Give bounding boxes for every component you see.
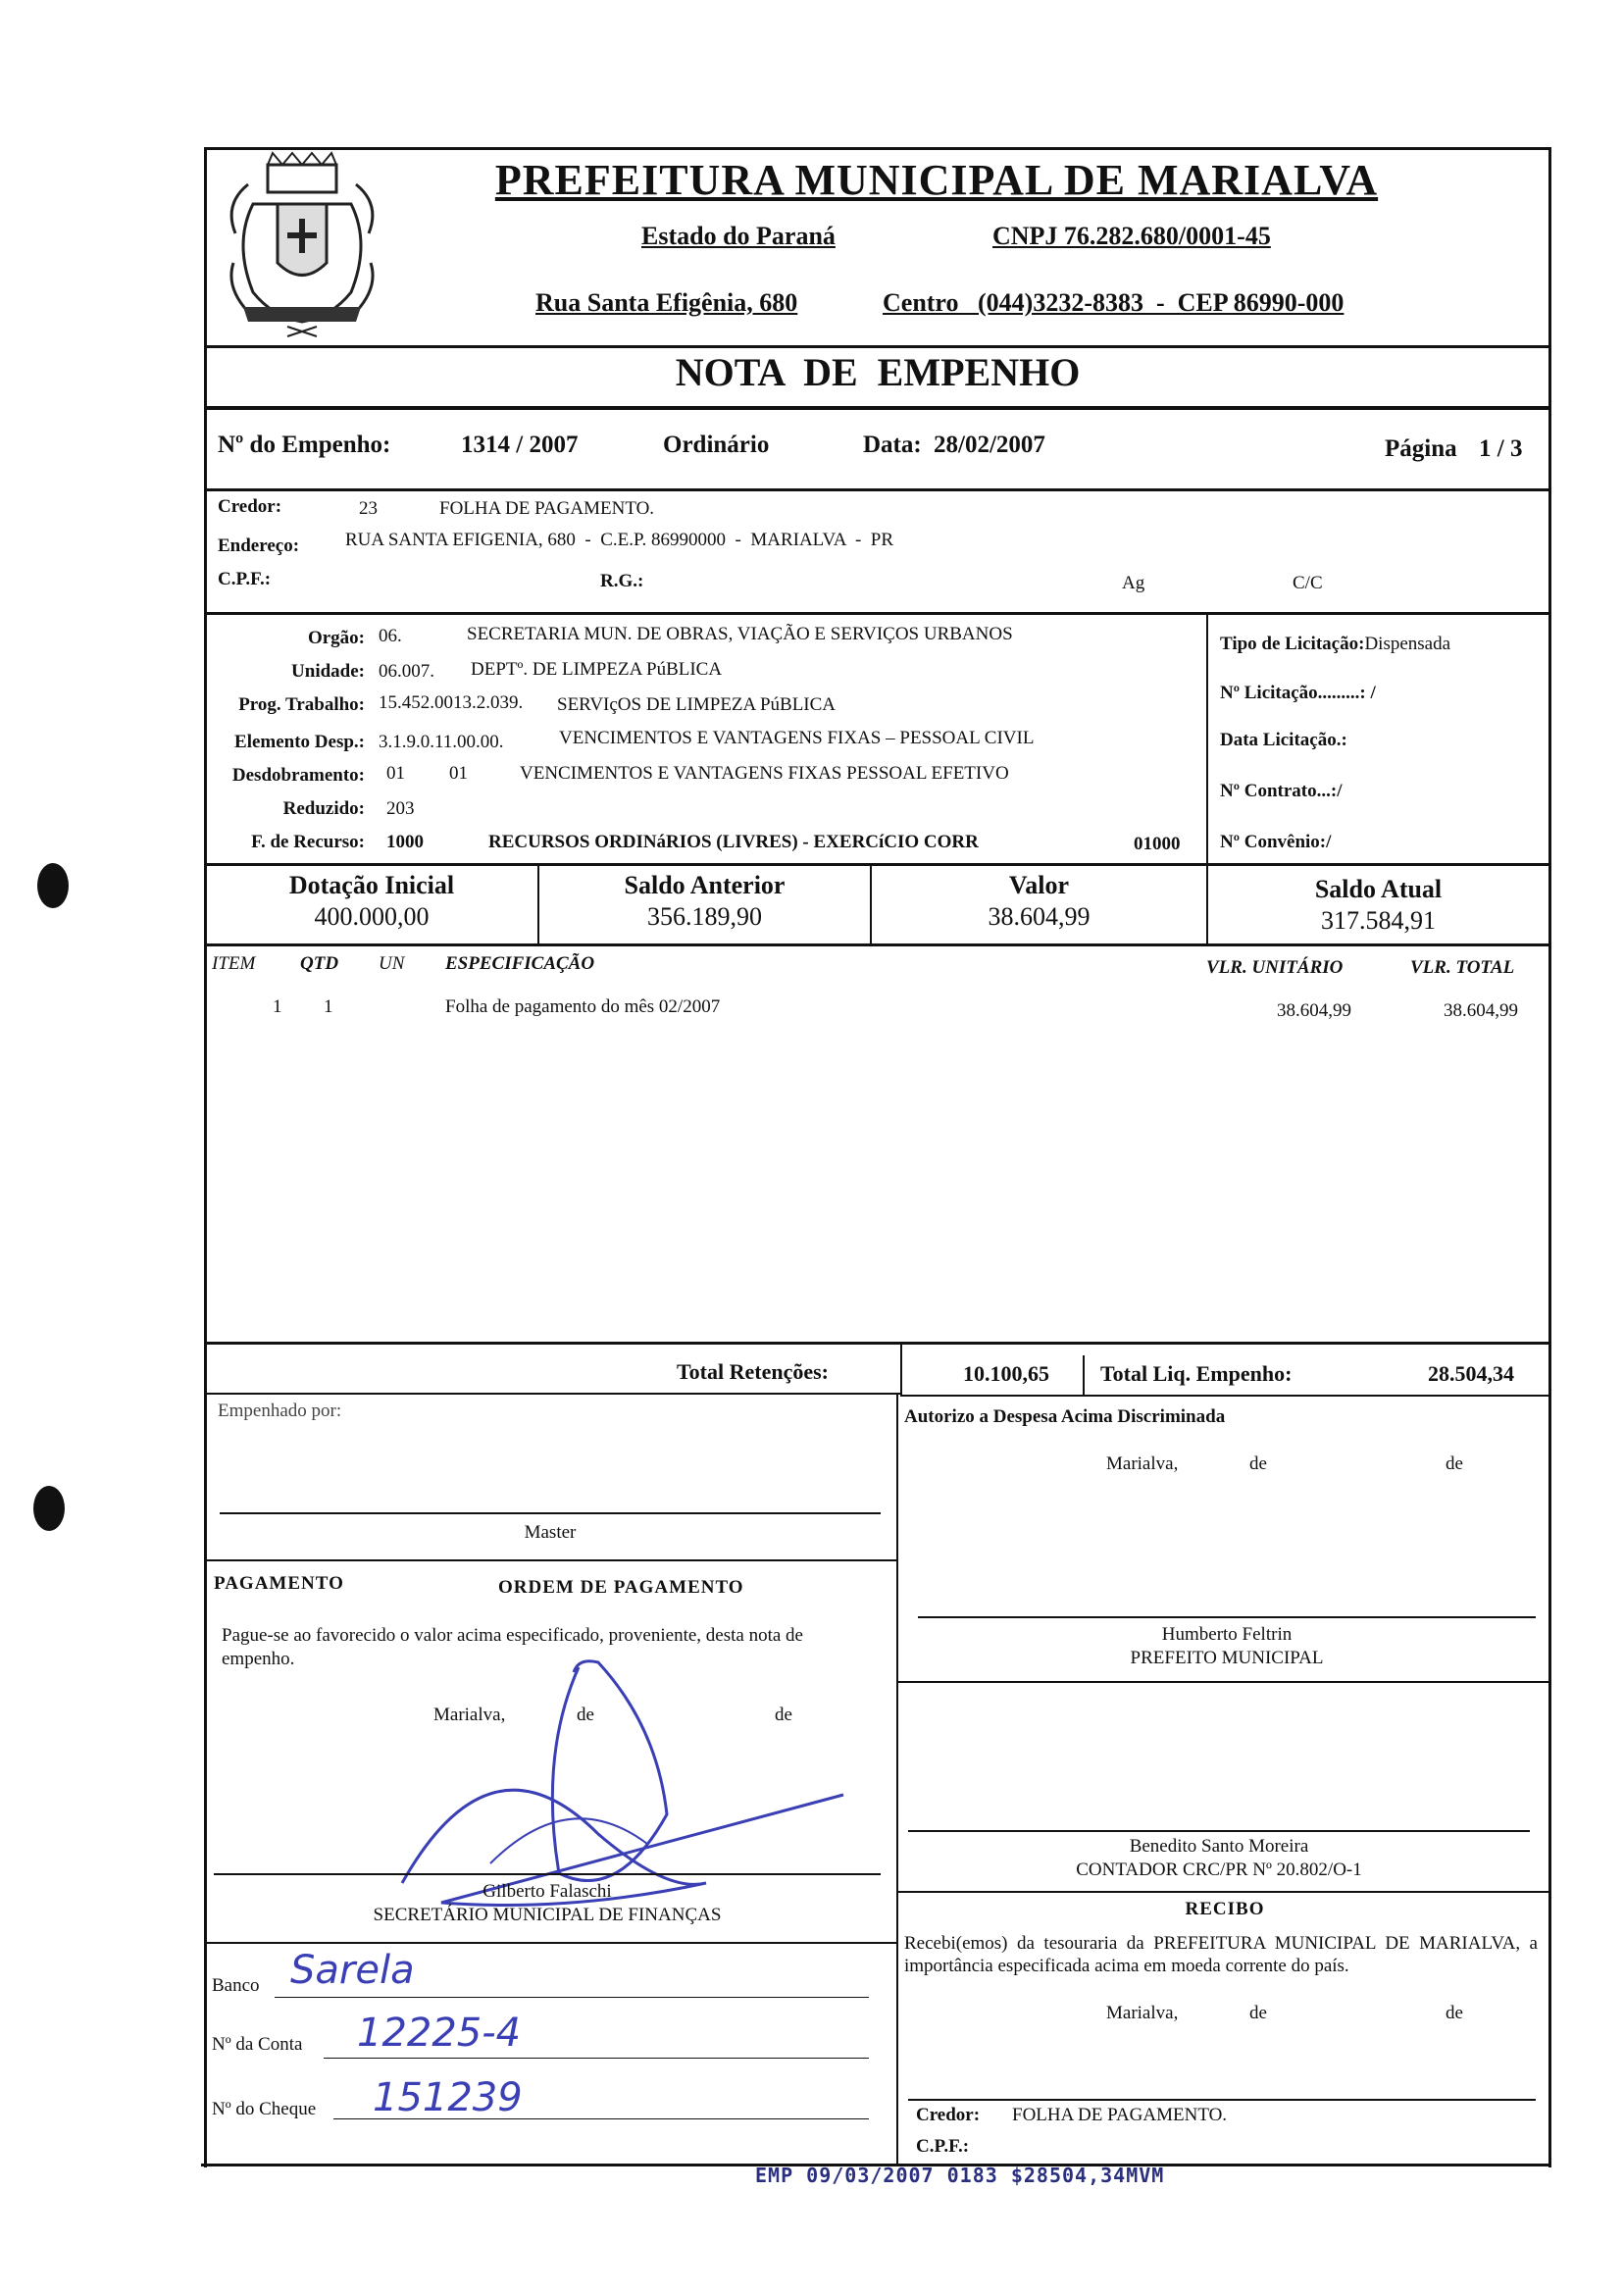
contador-cargo: CONTADOR CRC/PR Nº 20.802/O-1 <box>1076 1860 1362 1880</box>
divider <box>204 943 1551 946</box>
divider <box>204 406 1551 410</box>
divider <box>204 488 1551 491</box>
signature-line <box>214 1873 881 1875</box>
doc-title: NOTA DE EMPENHO <box>675 350 1081 394</box>
prefeito-cargo: PREFEITO MUNICIPAL <box>1130 1648 1324 1668</box>
banco-valor: Sarela <box>290 1948 415 1993</box>
frame-top <box>204 147 1551 150</box>
pagamento-label: PAGAMENTO <box>214 1573 344 1594</box>
dotacao-inicial-valor: 400.000,00 <box>314 902 430 931</box>
frame-left <box>204 147 207 2167</box>
empenho-tipo: Ordinário <box>663 432 770 458</box>
divider <box>204 1393 900 1395</box>
total-retencoes-label: Total Retenções: <box>677 1359 829 1384</box>
reduz-cod: 203 <box>386 798 415 819</box>
punch-hole-bottom <box>33 1486 65 1531</box>
valor-valor: 38.604,99 <box>988 902 1091 931</box>
recibo-de2: de <box>1446 2003 1463 2023</box>
divider-vertical <box>896 1393 898 2166</box>
elem-desc: VENCIMENTOS E VANTAGENS FIXAS – PESSOAL CIVIL <box>559 728 1035 748</box>
saldo-anterior-valor: 356.189,90 <box>647 902 762 931</box>
col-vlr-total: VLR. TOTAL <box>1410 957 1515 978</box>
row-vlr-total: 38.604,99 <box>1444 1000 1518 1021</box>
total-retencoes-valor: 10.100,65 <box>963 1361 1049 1386</box>
row-vlr-unitario: 38.604,99 <box>1277 1000 1351 1021</box>
recibo-de1: de <box>1249 2003 1267 2023</box>
licitacao-contrato: Nº Contrato...:/ <box>1220 781 1343 801</box>
fonte-label: F. de Recurso: <box>251 832 365 852</box>
desd-cod1: 01 <box>386 763 405 784</box>
licitacao-tipo <box>1220 634 1450 655</box>
col-vlr-unitario: VLR. UNITÁRIO <box>1206 957 1344 978</box>
empenhado-label: Empenhado por: <box>218 1401 342 1421</box>
secretario-cargo: SECRETÁRIO MUNICIPAL DE FINANÇAS <box>373 1905 722 1925</box>
ag-label: Ag <box>1122 573 1145 593</box>
col-qtd: QTD <box>300 953 339 974</box>
unidade-desc: DEPTº. DE LIMPEZA PúBLICA <box>471 659 723 680</box>
prefeito-nome: Humberto Feltrin <box>1161 1624 1293 1645</box>
licitacao-numero: Nº Licitação.........: / <box>1220 683 1376 703</box>
recibo-credor-valor: FOLHA DE PAGAMENTO. <box>1012 2105 1228 2125</box>
conta-valor: 12225-4 <box>357 2011 522 2056</box>
banco-label: Banco <box>212 1975 260 1996</box>
credor-codigo: 23 <box>359 498 378 519</box>
banco-line <box>275 1997 869 1998</box>
empenho-data-label: Data: <box>863 432 922 458</box>
header-estado: Estado do Paraná <box>641 222 836 250</box>
fonte-cod2: 01000 <box>1134 834 1181 854</box>
autorizo-cidade: Marialva, <box>1106 1453 1179 1474</box>
credor-nome: FOLHA DE PAGAMENTO. <box>439 498 655 519</box>
endereco-valor: RUA SANTA EFIGENIA, 680 - C.E.P. 86990000 - MARIALVA - PR <box>345 530 894 550</box>
recibo-cpf-label: C.P.F.: <box>916 2136 970 2157</box>
licitacao-data: Data Licitação.: <box>1220 730 1347 750</box>
row-especificacao: Folha de pagamento do mês 02/2007 <box>445 996 721 1017</box>
divider <box>204 1559 896 1561</box>
header-title: PREFEITURA MUNICIPAL DE MARIALVA <box>494 156 1379 204</box>
dotacao-inicial-label: Dotação Inicial <box>288 871 455 899</box>
total-liq-label: Total Liq. Empenho: <box>1100 1361 1293 1386</box>
desd-desc: VENCIMENTOS E VANTAGENS FIXAS PESSOAL EFETIVO <box>520 763 1009 784</box>
empenho-label: Nº do Empenho: <box>218 432 391 458</box>
empenho-numero: 1314 / 2007 <box>461 432 579 458</box>
orgao-label: Orgão: <box>307 628 365 648</box>
prog-cod: 15.452.0013.2.039. <box>379 692 524 713</box>
header-contato: Centro (044)3232-8383 - CEP 86990-000 <box>883 288 1345 317</box>
table-row <box>206 996 1548 1026</box>
pagamento-de2: de <box>775 1705 792 1725</box>
conta-line <box>324 2058 869 2059</box>
orgao-desc: SECRETARIA MUN. DE OBRAS, VIAÇÃO E SERVIÇOS URBANOS <box>467 624 1013 644</box>
signature-line <box>918 1616 1536 1618</box>
signature-line <box>908 1830 1530 1832</box>
signature-line <box>908 2099 1536 2101</box>
divider <box>204 863 1551 866</box>
divider-vertical <box>1083 1355 1085 1395</box>
empenhado-nome: Master <box>524 1522 577 1543</box>
prog-label: Prog. Trabalho: <box>238 694 365 715</box>
col-item: ITEM <box>212 953 256 974</box>
saldo-atual-label: Saldo Atual <box>1314 875 1443 903</box>
orgao-cod: 06. <box>379 626 402 646</box>
divider <box>900 1395 1551 1397</box>
divider-vertical <box>1206 612 1208 863</box>
recibo-texto: Recebi(emos) da tesouraria da PREFEITURA MUNICIPAL DE MARIALVA, a importância especificada acima em moeda corrente do país. <box>904 1933 1538 1976</box>
rg-label: R.G.: <box>600 571 644 591</box>
col-un: UN <box>379 953 405 974</box>
autorizo-label: Autorizo a Despesa Acima Discriminada <box>904 1406 1226 1427</box>
cc-label: C/C <box>1293 573 1323 593</box>
machine-stamp: EMP 09/03/2007 0183 $28504,34MVM <box>755 2164 1165 2187</box>
pagina-label: Página <box>1385 435 1457 462</box>
desd-cod2: 01 <box>449 763 468 784</box>
fonte-desc: RECURSOS ORDINáRIOS (LIVRES) - EXERCíCIO CORR <box>488 832 979 852</box>
empenho-data: 28/02/2007 <box>934 432 1045 458</box>
divider <box>204 345 1551 348</box>
elem-cod: 3.1.9.0.11.00.00. <box>379 732 504 752</box>
desd-label: Desdobramento: <box>231 765 365 786</box>
divider <box>898 1681 1551 1683</box>
frame-right <box>1548 147 1551 2167</box>
elem-label: Elemento Desp.: <box>234 732 365 752</box>
divider <box>204 1942 896 1944</box>
credor-label: Credor: <box>218 496 282 517</box>
header-cnpj: CNPJ 76.282.680/0001-45 <box>992 222 1271 250</box>
valor-label: Valor <box>1008 871 1070 899</box>
signature-line <box>220 1512 881 1514</box>
divider-vertical <box>900 1344 902 1395</box>
recibo-label: RECIBO <box>1185 1899 1265 1919</box>
reduz-label: Reduzido: <box>282 798 365 819</box>
endereco-label: Endereço: <box>218 535 300 556</box>
ordem-pagamento-label: ORDEM DE PAGAMENTO <box>498 1577 744 1598</box>
pagamento-texto: Pague-se ao favorecido o valor acima especificado, proveniente, desta nota de empenho. <box>222 1625 803 1669</box>
col-especificacao: ESPECIFICAÇÃO <box>445 953 595 974</box>
cheque-valor: 151239 <box>373 2075 523 2120</box>
recibo-credor-label: Credor: <box>916 2105 981 2125</box>
licitacao-tipo-label: Tipo de Licitação: <box>1220 634 1365 654</box>
header-endereco: Rua Santa Efigênia, 680 <box>535 288 798 317</box>
fonte-cod: 1000 <box>386 832 424 852</box>
autorizo-de1: de <box>1249 1453 1267 1474</box>
total-liq-valor: 28.504,34 <box>1428 1361 1514 1386</box>
pagamento-cidade: Marialva, <box>433 1705 506 1725</box>
cheque-label: Nº do Cheque <box>212 2099 317 2119</box>
pagina-valor: 1 / 3 <box>1479 435 1523 462</box>
prog-desc: SERVIçOS DE LIMPEZA PúBLICA <box>557 694 837 715</box>
secretario-nome: Gilberto Falaschi <box>482 1881 612 1902</box>
unidade-cod: 06.007. <box>379 661 434 682</box>
autorizo-de2: de <box>1446 1453 1463 1474</box>
licitacao-convenio: Nº Convênio:/ <box>1220 832 1332 852</box>
saldo-atual-valor: 317.584,91 <box>1321 906 1436 935</box>
row-qtd: 1 <box>324 996 333 1017</box>
municipal-crest <box>214 145 390 341</box>
pagamento-de1: de <box>577 1705 594 1725</box>
row-item: 1 <box>273 996 282 1017</box>
unidade-label: Unidade: <box>291 661 365 682</box>
saldo-anterior-label: Saldo Anterior <box>624 871 786 899</box>
divider <box>204 612 1551 615</box>
divider <box>204 1342 1551 1345</box>
licitacao-tipo-valor: Dispensada <box>1364 634 1451 654</box>
contador-nome: Benedito Santo Moreira <box>1129 1836 1309 1857</box>
divider <box>898 1891 1551 1893</box>
crest-banner-text: MARIALVA <box>282 289 338 300</box>
conta-label: Nº da Conta <box>212 2034 303 2055</box>
recibo-cidade: Marialva, <box>1106 2003 1179 2023</box>
punch-hole-top <box>37 863 69 908</box>
cpf-label: C.P.F.: <box>218 569 272 589</box>
